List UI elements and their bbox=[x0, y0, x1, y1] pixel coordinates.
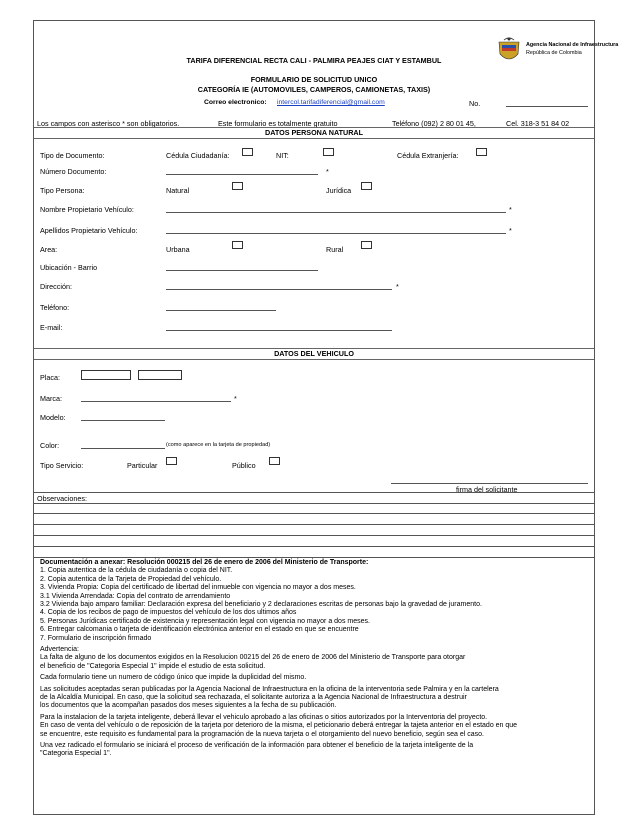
natural-checkbox[interactable] bbox=[232, 182, 243, 190]
cedula-label: Cédula Ciudadanía: bbox=[166, 151, 230, 160]
installation-note bbox=[40, 714, 588, 739]
free-note: Este formulario es totalmente gratuito bbox=[218, 119, 338, 128]
email-field-label: E-mail: bbox=[40, 323, 63, 332]
note-line: Para la instalacion de la tarjeta inteligente, deberá llevar el vehiculo aprobado a las oficinas o sitios autorizados por la Interventoria del proyecto. bbox=[40, 713, 488, 721]
signature-label: firma del solicitante bbox=[456, 485, 518, 494]
color-field[interactable] bbox=[81, 448, 165, 449]
particular-label: Particular bbox=[127, 461, 158, 470]
document-item: 7. Formulario de inscripción firmado bbox=[40, 634, 152, 642]
unique-code-note bbox=[40, 674, 588, 682]
logo-text-line1: Agencia Nacional de Infraestructura bbox=[526, 42, 619, 48]
owner-surname-required: * bbox=[509, 226, 512, 235]
cedula-ext-checkbox[interactable] bbox=[476, 148, 487, 156]
documents-block bbox=[40, 559, 588, 643]
document-item: 3.2 Vivienda bajo amparo familiar: Declaración expresa del beneficiario y 2 declaraciones escritas de personas bajo la gravedad de juramento. bbox=[40, 600, 482, 608]
document-item: 2. Copia autentica de la Tarjeta de Propiedad del vehículo. bbox=[40, 575, 222, 583]
number-field[interactable] bbox=[506, 106, 588, 107]
form-subtitle: FORMULARIO DE SOLICITUD UNICO bbox=[250, 75, 378, 84]
cedula-checkbox[interactable] bbox=[242, 148, 253, 156]
number-label: No. bbox=[469, 99, 481, 108]
phone-field[interactable] bbox=[166, 310, 276, 311]
note-line: En caso de venta del vehículo o de reposición de la tarjeta por deterioro de la misma, el peticionario deberá entregar la tajeta anterior en el estado en que bbox=[40, 722, 518, 730]
signature-line[interactable] bbox=[391, 483, 588, 484]
model-label: Modelo: bbox=[40, 413, 66, 422]
address-label: Dirección: bbox=[40, 282, 72, 291]
document-item: 1. Copia autentica de la cédula de ciudadanía o copia del NIT. bbox=[40, 567, 233, 575]
note-line: el beneficio de "Categoria Especial 1" impide el estudio de esta solicitud. bbox=[40, 662, 266, 670]
observations-row[interactable] bbox=[34, 503, 594, 514]
color-note: (como aparece en la tarjeta de propiedad) bbox=[166, 442, 271, 448]
form-title: TARIFA DIFERENCIAL RECTA CALI - PALMIRA PEAJES CIAT Y ESTAMBUL bbox=[186, 56, 442, 65]
owner-name-field[interactable] bbox=[166, 212, 506, 213]
person-type-label: Tipo Persona: bbox=[40, 186, 85, 195]
note-line: se encuentre, este requisito es fundamental para la programación de la nueva tarjeta o el otorgamiento del nuevo beneficio, según sea el caso. bbox=[40, 730, 485, 738]
brand-label: Marca: bbox=[40, 394, 62, 403]
public-label: Público bbox=[232, 461, 256, 470]
juridica-checkbox[interactable] bbox=[361, 182, 372, 190]
document-item: 5. Personas Jurídicas certificado de existencia y representación legal con vigencia no mayor a dos meses. bbox=[40, 617, 370, 625]
owner-surname-label: Apellidos Propietario Vehículo: bbox=[40, 226, 138, 235]
address-field[interactable] bbox=[166, 289, 392, 290]
document-item: 3. Vivienda Propia: Copia del certificado de libertad del inmueble con vigencia no mayor a dos meses. bbox=[40, 584, 356, 592]
nit-label: NIT: bbox=[276, 151, 289, 160]
note-line: "Categoria Especial 1". bbox=[40, 750, 112, 758]
brand-required: * bbox=[234, 394, 237, 403]
section-vehicle-header: DATOS DEL VEHICULO bbox=[34, 348, 594, 360]
documents-heading: Documentación a anexar: Resolución 000215 del 26 de enero de 2006 del Ministerio de Transporte: bbox=[40, 559, 369, 566]
plate-label: Placa: bbox=[40, 373, 60, 382]
observations-label: Observaciones: bbox=[37, 494, 87, 503]
observations-row[interactable] bbox=[34, 525, 594, 536]
location-label: Ubicación - Barrio bbox=[40, 263, 98, 272]
particular-checkbox[interactable] bbox=[166, 457, 177, 465]
required-note: Los campos con asterisco * son obligatorios. bbox=[37, 119, 180, 128]
note-line: de la Alcaldía Municipal. En caso, que la solicitud sea rechazada, el solicitante autoriza a la Agencia Nacional de Infraestructura a destruir bbox=[40, 693, 467, 701]
doc-number-field[interactable] bbox=[166, 174, 318, 175]
note-line: Una vez radicado el formulario se iniciará el proceso de verificación de la información para obtener el beneficio de la tarjeta inteligente de la bbox=[40, 741, 474, 749]
brand-field[interactable] bbox=[81, 401, 231, 402]
urbana-label: Urbana bbox=[166, 245, 190, 254]
service-type-label: Tipo Servicio: bbox=[40, 461, 84, 470]
observations-row[interactable] bbox=[34, 547, 594, 558]
owner-surname-field[interactable] bbox=[166, 233, 506, 234]
observations-row[interactable] bbox=[34, 514, 594, 525]
contact-cell: Cel. 318-3 51 84 02 bbox=[506, 119, 570, 128]
model-field[interactable] bbox=[81, 420, 165, 421]
note-line: Advertencia: bbox=[40, 646, 79, 653]
note-line: Cada formulario tiene un numero de código único que impide la duplicidad del mismo. bbox=[40, 674, 307, 682]
doc-number-label: Número Documento: bbox=[40, 167, 107, 176]
natural-label: Natural bbox=[166, 186, 190, 195]
observations-row[interactable] bbox=[34, 536, 594, 547]
contact-phone: Teléfono (092) 2 80 01 45, bbox=[392, 119, 476, 128]
note-line: La falta de alguno de los documentos exigidos en la Resolucion 00215 del 26 de enero de 2006 del Ministerio de Transporte para otorgar bbox=[40, 654, 466, 662]
doc-number-required: * bbox=[326, 167, 329, 176]
owner-name-required: * bbox=[509, 205, 512, 214]
urbana-checkbox[interactable] bbox=[232, 241, 243, 249]
juridica-label: Jurídica bbox=[326, 186, 352, 195]
verification-note bbox=[40, 742, 588, 759]
email-field[interactable] bbox=[166, 330, 392, 331]
plate-part2-field[interactable] bbox=[138, 370, 182, 380]
logo-text-line2: República de Colombia bbox=[526, 50, 582, 56]
phone-label: Teléfono: bbox=[40, 303, 70, 312]
owner-name-label: Nombre Propietario Vehículo: bbox=[40, 205, 134, 214]
contact-email-link[interactable]: intercol.tarifadiferencial@gmail.com bbox=[277, 99, 385, 106]
doc-type-label: Tipo de Documento: bbox=[40, 151, 105, 160]
area-label: Area: bbox=[40, 245, 58, 254]
publication-note bbox=[40, 686, 588, 711]
address-required: * bbox=[396, 282, 399, 291]
location-field[interactable] bbox=[166, 270, 318, 271]
note-line: Las solicitudes aceptadas seran publicadas por la Agencia Nacional de Infraestructura en la oficina de la interventoria sede Palmira y en la cartelera bbox=[40, 685, 499, 693]
public-checkbox[interactable] bbox=[269, 457, 280, 465]
email-label: Correo electronico: bbox=[204, 99, 267, 106]
notes-block bbox=[40, 646, 588, 759]
rural-label: Rural bbox=[326, 245, 344, 254]
nit-checkbox[interactable] bbox=[323, 148, 334, 156]
color-label: Color: bbox=[40, 441, 60, 450]
form-category: CATEGORÍA IE (AUTOMOVILES, CAMPEROS, CAMIONETAS, TAXIS) bbox=[197, 85, 431, 94]
cedula-ext-label: Cédula Extranjería: bbox=[397, 151, 459, 160]
note-line: los documentos que la acompañan pasados dos meses siguientes a la fecha de su publicación. bbox=[40, 702, 337, 710]
section-person-header: DATOS PERSONA NATURAL bbox=[34, 127, 594, 139]
rural-checkbox[interactable] bbox=[361, 241, 372, 249]
plate-part1-field[interactable] bbox=[81, 370, 131, 380]
warning-note bbox=[40, 646, 588, 671]
document-item: 4. Copia de los recibos de pago de impuestos del vehículo de los dos ultimos años bbox=[40, 609, 297, 617]
document-item: 6. Entregar calcomania o tarjeta de identificación electrónica anterior en el estado en que se encuentre bbox=[40, 626, 359, 634]
document-item: 3.1 Vivienda Arrendada: Copia del contrato de arrendamiento bbox=[40, 592, 231, 600]
